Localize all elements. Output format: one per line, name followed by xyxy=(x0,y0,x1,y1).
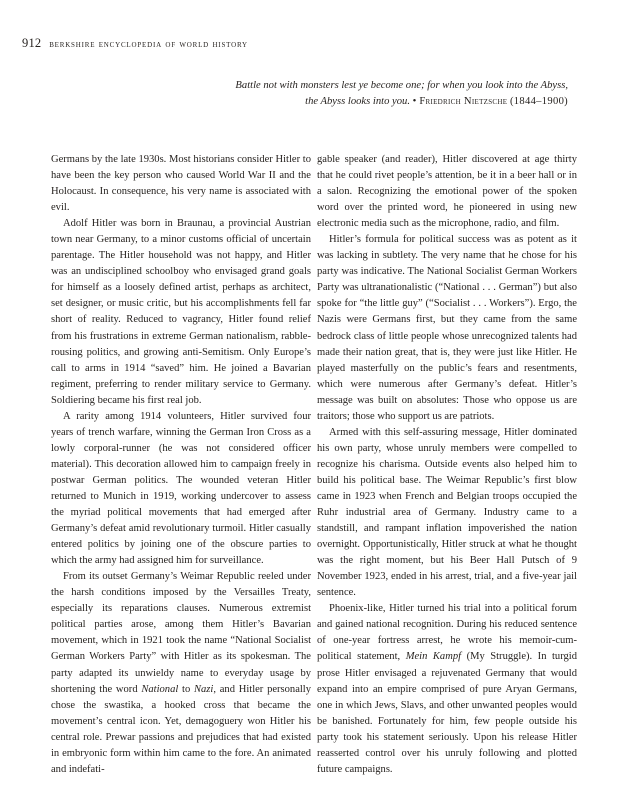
italic-term: National xyxy=(141,683,179,695)
paragraph: Armed with this self-assuring message, Hitler dominated his own party, whose unruly members were compelled to recognize his charisma. Outside events also helped him to build his political base. The Weimar Republic’s first blow came in 1923 when French and Belgian troops occupied the Ruhr industrial area of Germany. Industry came to a standstill, and rampant inflation impoverished the nation overnight. Opportunistically, Hitler struck at what he thought was the right moment, but his Beer Hall Putsch of 9 November 1923, ended in his arrest, trial, and a five-year jail sentence. xyxy=(317,426,577,599)
paragraph: From its outset Germany’s Weimar Republic reeled under the harsh conditions imposed by the Versailles Treaty, especially its reparations clauses. Numerous extremist political parties arose, among them Hitler’s Bavarian movement, which in 1921 took the name “National Socialist German Workers Party” with Hitler as its spokesman. The party adapted its unwieldy name to everyday usage by shortening the word National to Nazi, and Hitler personally chose the swastika, a hooked cross that became the movement’s central icon. Yet, demagoguery won Hitler his central role. Prewar passions and prejudices that had existed in embryonic form within him came to the fore. An animated and indefati- xyxy=(51,571,312,775)
italic-term: Nazi xyxy=(194,683,214,695)
paragraph: gable speaker (and reader), Hitler discovered at age thirty that he could rivet people’s attention, be it in a beer hall or in a salon. Recognizing the emotional power of the spoken word over the printed word, he pioneered in using new electronic media such as the microphone, radio, and film. xyxy=(317,154,577,230)
book-title: Mein Kampf xyxy=(405,651,462,663)
epigraph-quote-end: the Abyss looks into you. xyxy=(305,96,410,107)
running-title: berkshire encyclopedia of world history xyxy=(49,39,248,50)
paragraph: Phoenix-like, Hitler turned his trial into a political forum and gained national recognition. During his reduced sentence of one-year fortress arrest, he wrote his memoir-cum-political statement, Mein Kampf (My Struggle). In turgid prose Hitler envisaged a rejuvenated Germany that would expand into an empire comprised of pure Aryan Germans, one in which Jews, Slavs, and other unwanted peoples would be banished. Fortunately for him, few people outside his party took his statement seriously. Upon his release Hitler reasserted control over his unruly following and plotted future campaigns. xyxy=(317,603,578,775)
paragraph: Adolf Hitler was born in Braunau, a provincial Austrian town near Germany, to a minor customs official of uncertain parentage. The Hitler household was not happy, and Hitler was an undisciplined schoolboy who envisaged grand goals for himself as a loosely defined artist, perhaps as architect, set designer, or music critic, but his accomplishments fell far short of reality. Reduced to vagrancy, Hitler found relief from his frustrations in extreme German nationalism, rabble-rousing politics, and growing anti-Semitism. Only Europe’s call to arms in 1914 “saved” him. He joined a Bavarian regiment, preferring to render military service to Germany. Soldiering became his first real job. xyxy=(51,218,311,406)
epigraph-quote-line-2 xyxy=(150,94,568,110)
epigraph-quote-line-1: Battle not with monsters lest ye become one; for when you look into the Abyss, xyxy=(235,80,568,91)
paragraph: Hitler’s formula for political success was as potent as it was lacking in subtlety. The very name that he chose for his party was indicative. The National Socialist German Workers Party was ultranationalistic (“National . . . German”) but also spoke for “the little guy” (“Socialist . . . Workers”). Ergo, the Nazis were Germans first, but they came from the same bedrock class of little people whose unrecognized talents had made their nation great, that is, they were just like Hitler. He played masterfully on the public’s fears and resentments, which were numerous after Germany’s defeat. Hitler’s message was built on absolutes: Those who oppose us are traitors; those who support us are patriots. xyxy=(317,234,577,422)
epigraph-author: Friedrich Nietzsche xyxy=(419,96,508,107)
paragraph: A rarity among 1914 volunteers, Hitler survived four years of trench warfare, winning the German Iron Cross as a lowly corporal-runner (he was not considered officer material). This decoration allowed him to campaign freely in postwar German politics. The wounded veteran Hitler returned to Munich in 1919, working undercover to assess the myriad political movements that had emerged after Germany’s defeat amid revolutionary turmoil. Hitler casually entered politics by joining one of the obscure parties to which the army had assigned him for surveillance. xyxy=(51,410,311,567)
right-column xyxy=(317,152,577,778)
epigraph-dates: (1844–1900) xyxy=(509,96,568,107)
paragraph: Germans by the late 1930s. Most historians consider Hitler to have been the key person who caused World War II and the Holocaust. In consequence, his very name is associated with evil. xyxy=(51,154,311,214)
epigraph xyxy=(150,78,568,110)
epigraph-separator: • xyxy=(412,96,417,107)
page-number: 912 xyxy=(22,36,42,50)
left-column xyxy=(51,152,311,778)
running-header xyxy=(22,36,248,51)
